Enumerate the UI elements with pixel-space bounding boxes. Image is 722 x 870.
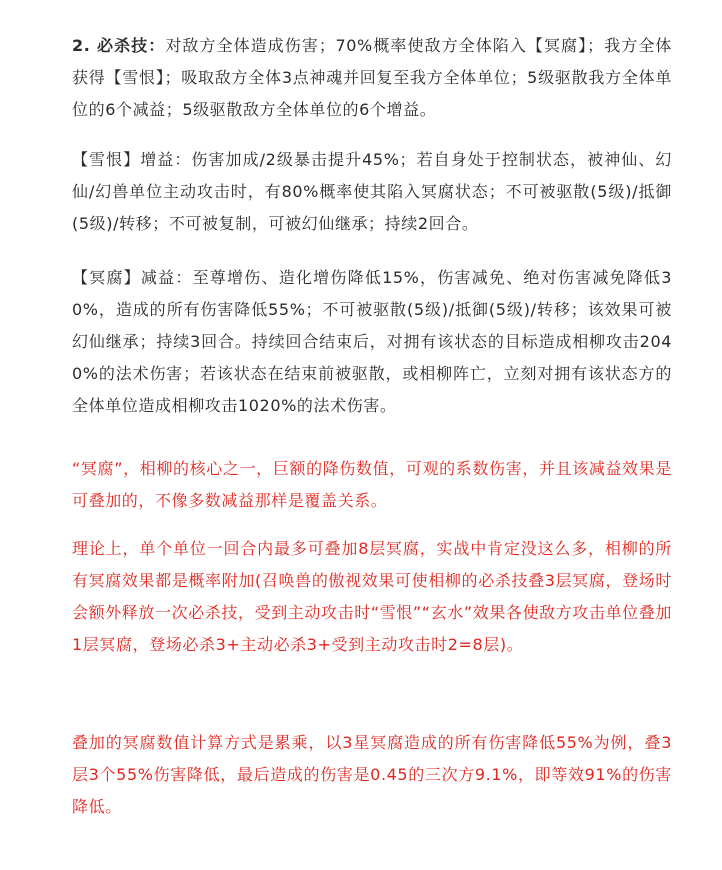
- commentary-stack-theory: 理论上，单个单位一回合内最多可叠加8层冥腐，实战中肯定没这么多，相柳的所有冥腐效果都是概率附加(召唤兽的傲视效果可使相柳的必杀技叠3层冥腐，登场时会额外释放一次必杀技，受到主动攻击时“雪恨”“玄水”效果各使敌方攻击单位叠加1层冥腐，登场必杀3+主动必杀3+受到主动攻击时2=8层)。: [72, 539, 672, 654]
- skill-description-text: 对敌方全体造成伤害；70%概率使敌方全体陷入【冥腐】；我方全体获得【雪恨】；吸取敌方全体3点神魂并回复至我方全体单位；5级驱散我方全体单位的6个减益；5级驱散敌方全体单位的6个增益。: [72, 36, 672, 119]
- skill-heading: 2. 必杀技：: [72, 36, 166, 55]
- xuehen-buff-paragraph: 【雪恨】增益：伤害加成/2级暴击提升45%；若自身处于控制状态，被神仙、幻仙/幻兽单位主动攻击时，有80%概率使其陷入冥腐状态；不可被驱散(5级)/抵御(5级)/转移；不可被复制，可被幻仙继承；持续2回合。: [72, 150, 672, 233]
- commentary-mingfu-core: “冥腐”，相柳的核心之一，巨额的降伤数值，可观的系数伤害，并且该减益效果是可叠加的，不像多数减益那样是覆盖关系。: [72, 459, 672, 510]
- mingfu-debuff-paragraph: 【冥腐】减益：至尊增伤、造化增伤降低15%，伤害减免、绝对伤害减免降低30%，造成的所有伤害降低55%；不可被驱散(5级)/抵御(5级)/转移；该效果可被幻仙继承；持续3回合。持续回合结束后，对拥有该状态的目标造成相柳攻击2040%的法术伤害；若该状态在结束前被驱散，或相柳阵亡，立刻对拥有该状态方的全体单位造成相柳攻击1020%的法术伤害。: [72, 268, 672, 415]
- commentary-stack-calculation: 叠加的冥腐数值计算方式是累乘，以3星冥腐造成的所有伤害降低55%为例，叠3层3个55%伤害降低，最后造成的伤害是0.45的三次方9.1%，即等效91%的伤害降低。: [72, 733, 672, 816]
- skill-description-paragraph: [72, 30, 672, 126]
